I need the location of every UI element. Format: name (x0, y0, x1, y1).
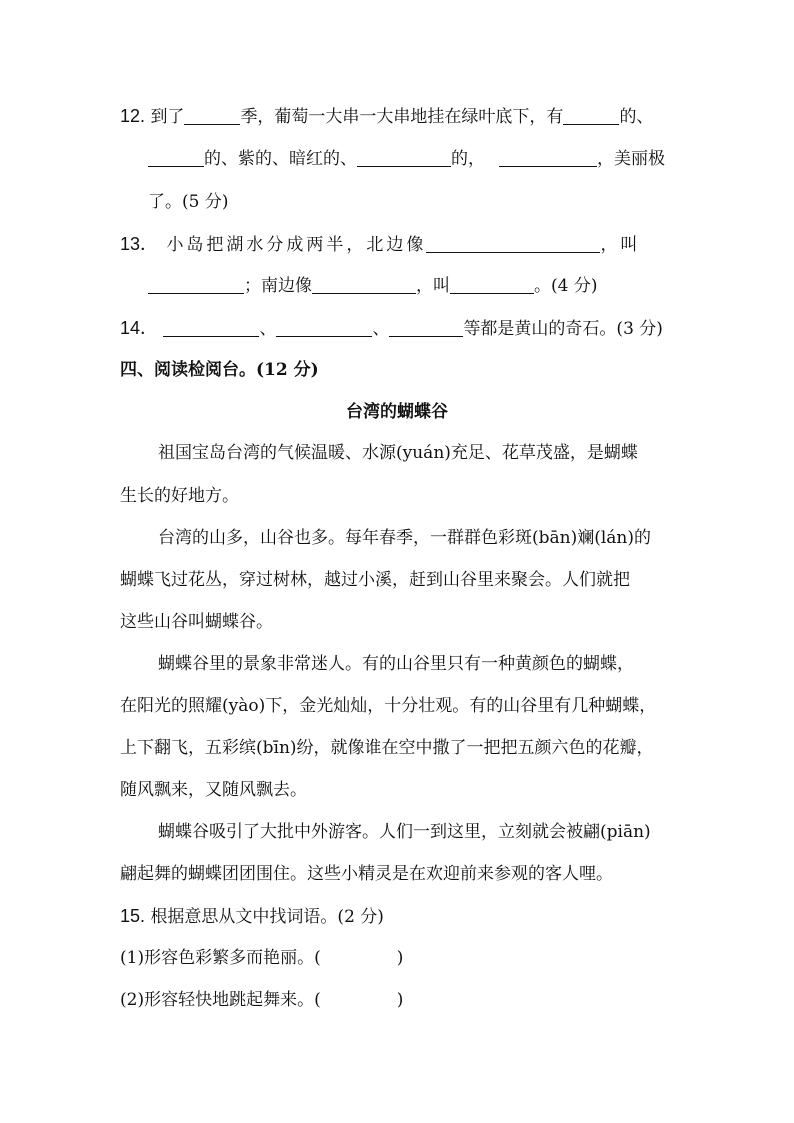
q13-blank-3[interactable] (312, 275, 416, 294)
q13-number: 13． (120, 234, 159, 254)
q13-blank-2[interactable] (148, 275, 244, 294)
q13-text-d: ，叫 (416, 276, 450, 296)
q15-item-2 (120, 988, 403, 1012)
q12-text-a: 到了 (150, 107, 185, 127)
section-heading: 四、阅读检阅台。(12 分) (120, 360, 319, 380)
q15-line (120, 904, 384, 929)
q13-line2 (148, 274, 597, 298)
q13-text-e: 。(4 分) (534, 276, 598, 296)
q12-blank-2[interactable] (563, 106, 619, 125)
passage-line-6: 蝴蝶谷里的景象非常迷人。有的山谷里只有一种黄颜色的蝴蝶， (158, 654, 634, 674)
passage-line-7: 在阳光的照耀(yào)下，金光灿灿，十分壮观。有的山谷里有几种蝴蝶， (120, 696, 657, 716)
q15-prompt: 根据意思从文中找词语。(2 分) (150, 907, 384, 927)
q12-text-e: 的， (451, 149, 485, 169)
q12-blank-3[interactable] (148, 148, 204, 167)
q12-blank-1[interactable] (184, 106, 240, 125)
q12-text-c: 的、 (619, 107, 654, 127)
q15-item-2-label: (2)形容轻快地跳起舞来。( (120, 990, 321, 1010)
q14-blank-2[interactable] (276, 318, 372, 337)
q12-line2 (148, 147, 665, 171)
q14-line (120, 316, 663, 341)
q14-text: 等都是黄山的奇石。(3 分) (463, 319, 663, 339)
q12-number: 12. (120, 106, 146, 126)
q15-item-2-close: ) (396, 990, 404, 1010)
q12-blank-5[interactable] (499, 148, 597, 167)
q14-sep-1: 、 (259, 319, 277, 339)
q15-item-1-label: (1)形容色彩繁多而艳丽。( (120, 948, 321, 968)
passage-title: 台湾的蝴蝶谷 (346, 402, 448, 422)
q13-blank-4[interactable] (450, 275, 534, 294)
q13-blank-1[interactable] (426, 234, 600, 253)
passage-line-5: 这些山谷叫蝴蝶谷。 (120, 612, 273, 632)
q12-text-b: 季，葡萄一大串一大串地挂在绿叶底下，有 (240, 107, 564, 127)
q13-text-c: ；南边像 (244, 276, 312, 296)
passage-line-4: 蝴蝶飞过花丛，穿过树林，越过小溪，赶到山谷里来聚会。人们就把 (120, 570, 630, 590)
q13-line1 (120, 232, 640, 257)
q15-item-1 (120, 946, 403, 970)
q14-blank-1[interactable] (163, 318, 259, 337)
q13-text-a: 小岛把湖水分成两半，北边像 (166, 235, 427, 255)
passage-line-2: 生长的好地方。 (120, 486, 239, 506)
passage-line-1: 祖国宝岛台湾的气候温暖、水源(yuán)充足、花草茂盛，是蝴蝶 (158, 443, 638, 463)
passage-line-11: 翩起舞的蝴蝶团团围住。这些小精灵是在欢迎前来参观的客人哩。 (120, 864, 613, 884)
q12-line3: 了。(5 分) (148, 192, 229, 212)
q15-number: 15. (120, 906, 146, 926)
passage-line-9: 随风飘来，又随风飘去。 (120, 780, 307, 800)
q12-text-f: ，美丽极 (597, 149, 665, 169)
passage-line-8: 上下翻飞，五彩缤(bīn)纷，就像谁在空中撒了一把把五颜六色的花瓣， (120, 738, 654, 758)
q12-text-d: 的、紫的、暗红的、 (204, 149, 357, 169)
q14-blank-3[interactable] (389, 318, 463, 337)
q14-sep-2: 、 (372, 319, 390, 339)
passage-line-10: 蝴蝶谷吸引了大批中外游客。人们一到这里，立刻就会被翩(piān) (158, 822, 651, 842)
q12-line1 (120, 104, 653, 129)
q14-number: 14． (120, 318, 159, 338)
q13-text-b: ，叫 (600, 235, 641, 255)
passage-line-3: 台湾的山多，山谷也多。每年春季，一群群色彩斑(bān)斓(lán)的 (158, 528, 652, 548)
q12-blank-4[interactable] (357, 148, 451, 167)
q15-item-1-close: ) (396, 948, 404, 968)
